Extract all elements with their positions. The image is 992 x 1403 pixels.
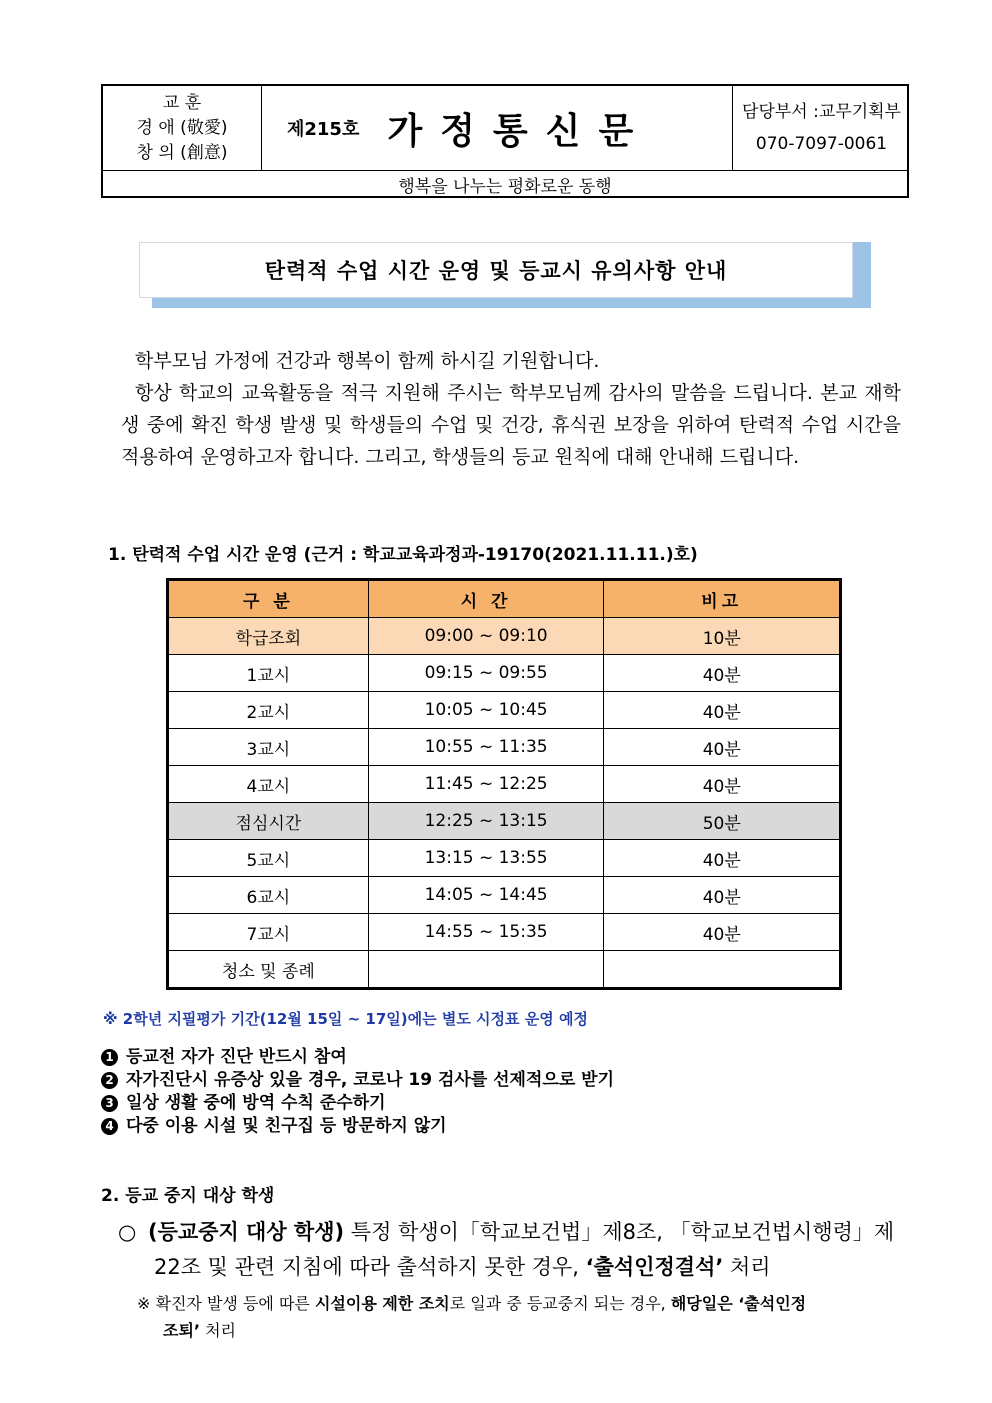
row-label: 2교시 <box>168 692 369 729</box>
table-row <box>168 914 841 951</box>
note-line-2 <box>137 1317 912 1344</box>
row-label: 점심시간 <box>168 803 369 840</box>
header-category: 구 분 <box>168 580 369 618</box>
row-label: 4교시 <box>168 766 369 803</box>
rule-result: ‘출석인정결석’ <box>585 1255 724 1279</box>
table-row <box>168 877 841 914</box>
row-time <box>368 951 604 989</box>
list-item-text: 다중 이용 시설 및 친구집 등 방문하지 않기 <box>126 1116 447 1136</box>
table-header-row <box>168 580 841 618</box>
row-duration: 50분 <box>604 803 841 840</box>
number-badge-icon: 2 <box>101 1072 118 1089</box>
note-bold-1: 시설이용 제한 조치 <box>314 1294 450 1313</box>
department-name: 담당부서 :교무기획부 <box>742 102 901 122</box>
header-remark: 비고 <box>604 580 841 618</box>
section-2-note <box>137 1290 912 1344</box>
row-label: 1교시 <box>168 655 369 692</box>
number-badge-icon: 4 <box>101 1118 118 1135</box>
suspension-rule <box>118 1215 912 1250</box>
rule-text-b: 22조 및 관련 지침에 따라 출석하지 못한 경우, <box>154 1255 586 1279</box>
rule-text-c: 처리 <box>723 1255 771 1279</box>
list-item-text: 일상 생활 중에 방역 수칙 준수하기 <box>126 1093 386 1113</box>
table-row <box>168 766 841 803</box>
note-text-a: ※ 확진자 발생 등에 따른 <box>137 1294 315 1313</box>
note-text-b: 로 일과 중 등교중지 되는 경우, <box>449 1294 671 1313</box>
row-duration: 40분 <box>604 655 841 692</box>
suspension-rule-continued <box>118 1250 912 1285</box>
note-bold-3: 조퇴’ <box>163 1321 200 1340</box>
row-time: 10:55 ~ 11:35 <box>368 729 604 766</box>
table-row <box>168 655 841 692</box>
table-row <box>168 840 841 877</box>
motto-line-1: 경 애 (敬愛) <box>136 117 228 138</box>
row-duration: 40분 <box>604 766 841 803</box>
intro-paragraph <box>121 345 901 473</box>
row-time: 13:15 ~ 13:55 <box>368 840 604 877</box>
row-time: 14:05 ~ 14:45 <box>368 877 604 914</box>
motto-line-2: 창 의 (創意) <box>136 142 228 163</box>
table-row <box>168 692 841 729</box>
table-row <box>168 951 841 989</box>
header-title-cell <box>262 86 732 170</box>
row-label: 청소 및 종례 <box>168 951 369 989</box>
row-label: 5교시 <box>168 840 369 877</box>
row-duration <box>604 951 841 989</box>
newsletter-header <box>101 84 909 198</box>
row-time: 14:55 ~ 15:35 <box>368 914 604 951</box>
list-item <box>101 1046 614 1069</box>
school-slogan: 행복을 나누는 평화로운 동행 <box>398 177 612 197</box>
school-motto <box>103 86 262 170</box>
note-line-1 <box>137 1290 912 1317</box>
row-time: 09:00 ~ 09:10 <box>368 618 604 655</box>
row-duration: 40분 <box>604 877 841 914</box>
table-row <box>168 729 841 766</box>
note-bold-2: 해당일은 ‘출석인정 <box>670 1294 807 1313</box>
table-row <box>168 618 841 655</box>
circle-bullet-icon: ○ <box>118 1220 137 1244</box>
rule-text-a: 특정 학생이「학교보건법」제8조, 「학교보건법시행령」제 <box>344 1220 895 1244</box>
section-2-body <box>118 1215 912 1285</box>
rule-lead: (등교중지 대상 학생) <box>148 1220 345 1244</box>
row-duration: 40분 <box>604 840 841 877</box>
row-duration: 40분 <box>604 692 841 729</box>
list-item <box>101 1092 614 1115</box>
row-duration: 40분 <box>604 729 841 766</box>
department-info <box>732 86 910 170</box>
row-time: 12:25 ~ 13:15 <box>368 803 604 840</box>
row-duration: 40분 <box>604 914 841 951</box>
row-time: 11:45 ~ 12:25 <box>368 766 604 803</box>
row-label: 7교시 <box>168 914 369 951</box>
header-top-row <box>103 86 907 171</box>
section-2-heading: 2. 등교 중지 대상 학생 <box>101 1186 275 1206</box>
list-item <box>101 1069 614 1092</box>
number-badge-icon: 3 <box>101 1095 118 1112</box>
section-1-heading: 1. 탄력적 수업 시간 운영 (근거 : 학교교육과정과-19170(2021.11.11.)호) <box>108 545 698 565</box>
row-label: 학급조회 <box>168 618 369 655</box>
list-item-text: 등교전 자가 진단 반드시 참여 <box>126 1047 347 1067</box>
list-item-text: 자가진단시 유증상 있을 경우, 코로나 19 검사를 선제적으로 받기 <box>126 1070 615 1090</box>
schedule-table <box>166 578 842 990</box>
list-item <box>101 1115 614 1138</box>
number-badge-icon: 1 <box>101 1049 118 1066</box>
department-phone: 070-7097-0061 <box>755 134 888 154</box>
exam-period-note: ※ 2학년 지필평가 기간(12월 15일 ~ 17일)에는 별도 시정표 운영 예정 <box>103 1010 588 1028</box>
row-label: 6교시 <box>168 877 369 914</box>
note-text-c: 처리 <box>200 1321 236 1340</box>
table-row <box>168 803 841 840</box>
attendance-checklist <box>101 1046 614 1138</box>
paper-title: 가정통신문 <box>387 109 652 152</box>
intro-body: 항상 학교의 교육활동을 적극 지원해 주시는 학부모님께 감사의 말씀을 드립니다. 본교 재학생 중에 확진 학생 발생 및 학생들의 수업 및 건강, 휴식권 보장을 위하여 탄력적 수업 시간을 적용하여 운영하고자 합니다. 그리고, 학생들의 등교 원칙에 대해 안내해 드립니다. <box>121 382 901 468</box>
notice-title: 탄력적 수업 시간 운영 및 등교시 유의사항 안내 <box>139 242 853 298</box>
row-label: 3교시 <box>168 729 369 766</box>
row-duration: 10분 <box>604 618 841 655</box>
row-time: 09:15 ~ 09:55 <box>368 655 604 692</box>
header-time: 시 간 <box>368 580 604 618</box>
issue-number: 제215호 <box>287 119 360 140</box>
row-time: 10:05 ~ 10:45 <box>368 692 604 729</box>
motto-title: 교 훈 <box>162 92 202 113</box>
intro-greeting: 학부모님 가정에 건강과 행복이 함께 하시길 기원합니다. <box>135 350 600 372</box>
